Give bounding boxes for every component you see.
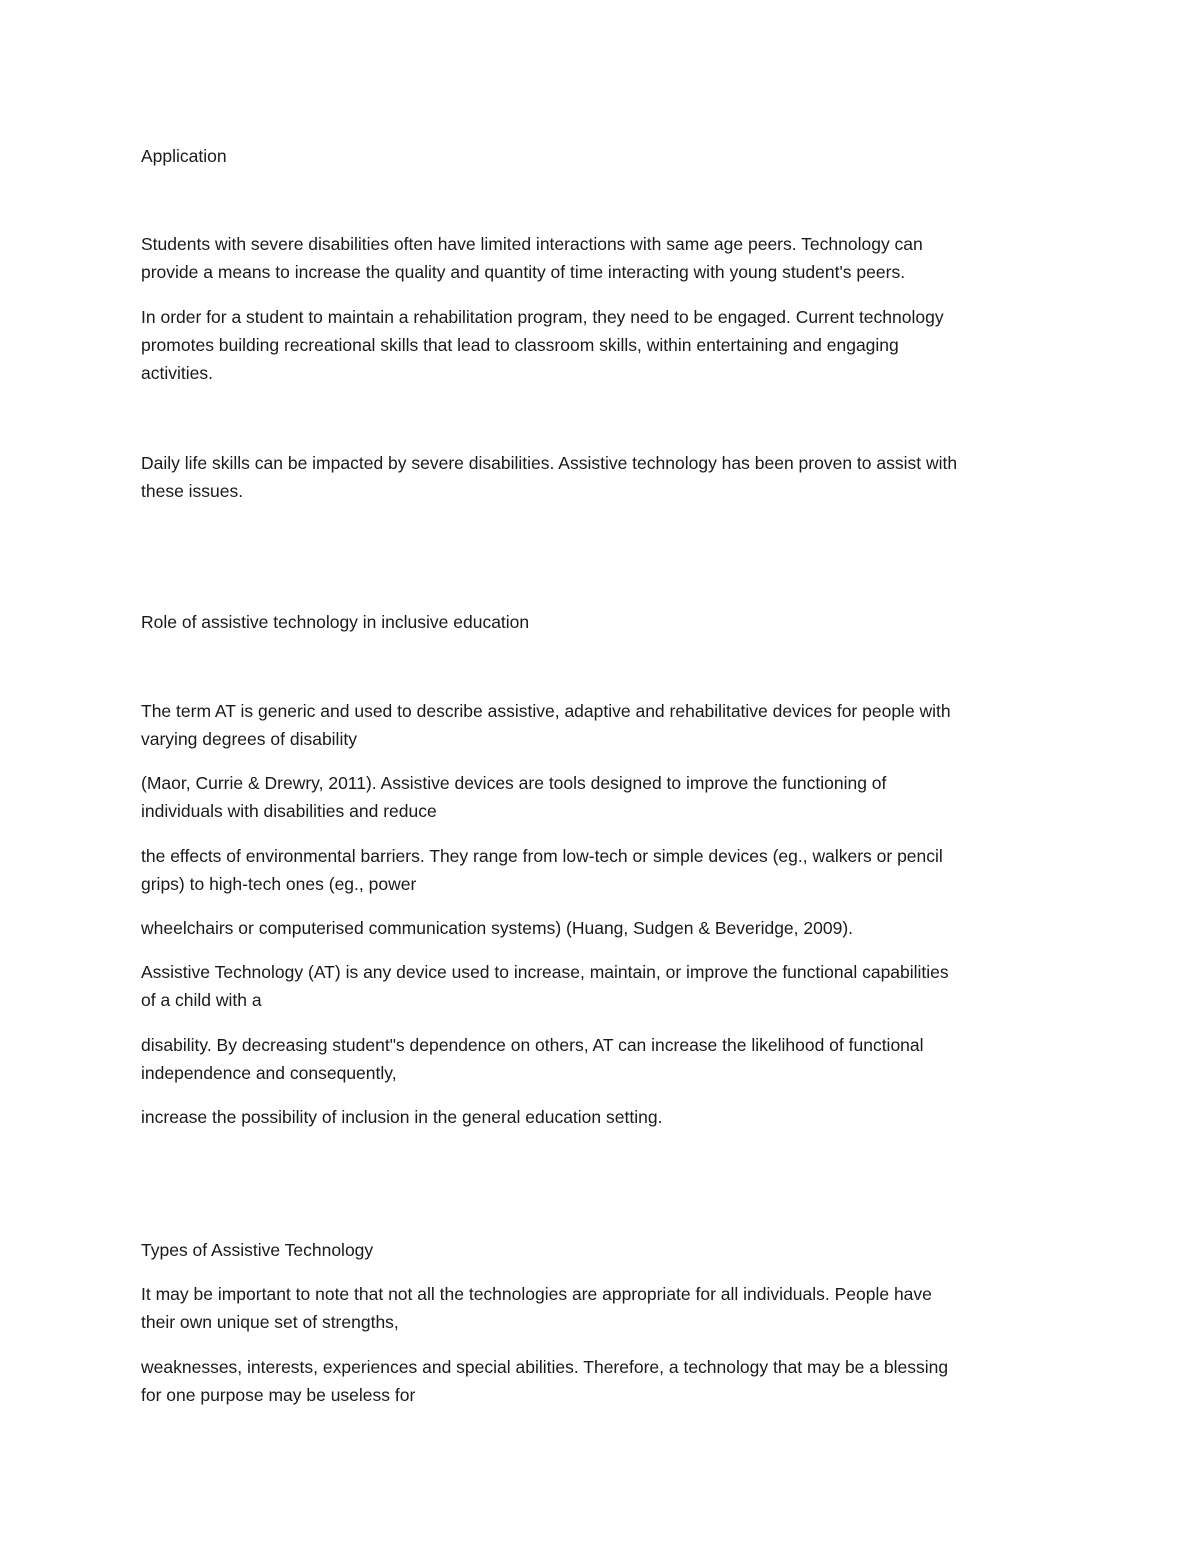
paragraph-line: Daily life skills can be impacted by severe disabilities. Assistive technology has been proven to assist with [141,453,958,473]
paragraph-line: The term AT is generic and used to describe assistive, adaptive and rehabilitative devices for people with [141,701,951,721]
heading-types-of-assistive-technology: Types of Assistive Technology [141,1240,374,1260]
paragraph-line: promotes building recreational skills that lead to classroom skills, within entertaining and engaging [141,335,899,355]
paragraph-line: (Maor, Currie & Drewry, 2011). Assistive devices are tools designed to improve the functioning of [141,773,887,793]
heading-application: Application [141,146,227,166]
paragraph-line: of a child with a [141,990,262,1010]
paragraph-line: increase the possibility of inclusion in the general education setting. [141,1107,663,1127]
paragraph-line: independence and consequently, [141,1063,397,1083]
heading-role-of-assistive-technology: Role of assistive technology in inclusive education [141,612,530,632]
paragraph-line: their own unique set of strengths, [141,1312,399,1332]
paragraph-line: activities. [141,363,213,383]
paragraph-line: grips) to high-tech ones (eg., power [141,874,417,894]
paragraph-line: the effects of environmental barriers. They range from low-tech or simple devices (eg., walkers or pencil [141,846,943,866]
paragraph-line: for one purpose may be useless for [141,1385,416,1405]
paragraph-line: In order for a student to maintain a rehabilitation program, they need to be engaged. Current technology [141,307,944,327]
paragraph-line: varying degrees of disability [141,729,357,749]
paragraph-line: disability. By decreasing student"s dependence on others, AT can increase the likelihood of functional [141,1035,924,1055]
paragraph-line: provide a means to increase the quality and quantity of time interacting with young student's peers. [141,262,906,282]
paragraph-line: individuals with disabilities and reduce [141,801,437,821]
paragraph-line: these issues. [141,481,244,501]
paragraph-line: It may be important to note that not all the technologies are appropriate for all individuals. People have [141,1284,932,1304]
paragraph-line: Students with severe disabilities often have limited interactions with same age peers. Technology can [141,234,923,254]
paragraph-line: Assistive Technology (AT) is any device used to increase, maintain, or improve the functional capabilities [141,962,949,982]
paragraph-line: weaknesses, interests, experiences and special abilities. Therefore, a technology that may be a blessing [141,1357,949,1377]
paragraph-line: wheelchairs or computerised communication systems) (Huang, Sudgen & Beveridge, 2009). [141,918,854,938]
